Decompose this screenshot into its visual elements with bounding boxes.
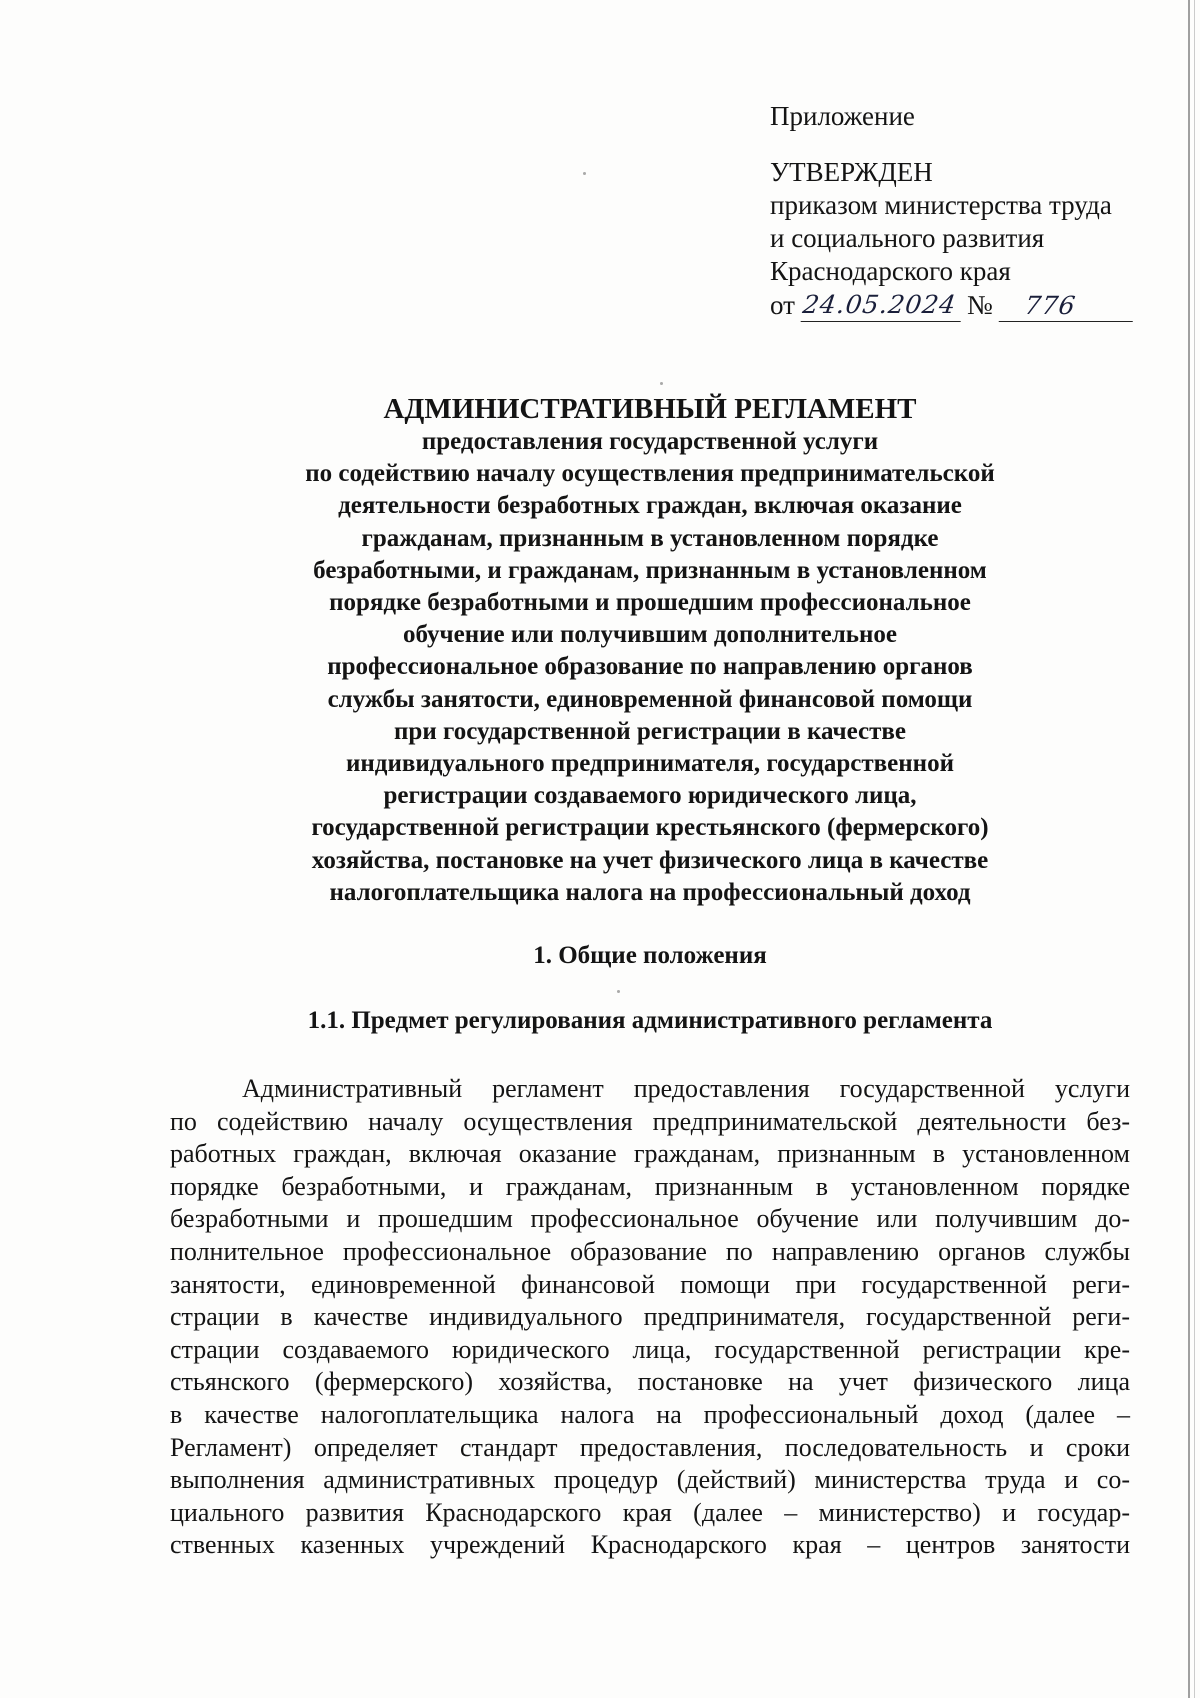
title-line: безработными, и гражданам, признанным в установленном bbox=[313, 556, 987, 584]
body-line: циального развития Краснодарского края (далее – министерство) и государ- bbox=[170, 1497, 1130, 1527]
document-title-block bbox=[175, 392, 1125, 909]
title-line: налогоплательщика налога на профессиональный доход bbox=[329, 878, 971, 906]
title-line: порядке безработными и прошедшим профессиональное bbox=[329, 589, 971, 617]
title-line: обучение или получившим дополнительное bbox=[402, 621, 898, 649]
title-line: предоставления государственной услуги bbox=[421, 428, 879, 455]
title-line: хозяйства, постановке на учет физического лица в качестве bbox=[311, 846, 989, 874]
body-line: страции создаваемого юридического лица, государственной регистрации кре- bbox=[170, 1334, 1130, 1364]
body-line: в качестве налогоплательщика налога на профессиональный доход (далее – bbox=[170, 1399, 1130, 1429]
body-line: полнительное профессиональное образование по направлению органов службы bbox=[170, 1236, 1130, 1266]
title-line: деятельности безработных граждан, включая оказание bbox=[338, 492, 962, 520]
annex-label: Приложение bbox=[770, 101, 915, 131]
subsection-heading-1-1: 1.1. Предмет регулирования административного регламента bbox=[307, 1007, 993, 1034]
title-line: индивидуального предпринимателя, государственной bbox=[346, 750, 954, 778]
scan-speck bbox=[583, 172, 586, 175]
title-line: по содействию началу осуществления предпринимательской bbox=[305, 460, 995, 488]
approval-block bbox=[770, 100, 1170, 322]
body-line: порядке безработными, и гражданам, признанным в установленном порядке bbox=[170, 1171, 1130, 1201]
document-title: АДМИНИСТРАТИВНЫЙ РЕГЛАМЕНТ bbox=[383, 393, 917, 425]
body-line: Регламент) определяет стандарт предоставления, последовательность и сроки bbox=[170, 1432, 1130, 1462]
body-line: выполнения административных процедур (действий) министерства труда и со- bbox=[170, 1465, 1130, 1495]
approval-line-2: и социального развития bbox=[770, 223, 1045, 253]
scan-edge-line-secondary bbox=[1194, 0, 1195, 1698]
approved-label: УТВЕРЖДЕН bbox=[770, 157, 933, 187]
body-line: стьянского (фермерского) хозяйства, постановке на учет физического лица bbox=[170, 1367, 1130, 1397]
order-number-handwritten: 776 bbox=[998, 289, 1137, 322]
body-line: страции в качестве индивидуального предпринимателя, государственной реги- bbox=[170, 1302, 1130, 1332]
approval-line-3: Краснодарского края bbox=[770, 256, 1011, 286]
title-line: государственной регистрации крестьянского (фермерского) bbox=[311, 814, 989, 842]
section-heading-1: 1. Общие положения bbox=[533, 942, 767, 969]
scan-speck bbox=[660, 382, 663, 385]
scan-speck bbox=[617, 990, 620, 993]
approval-line-1: приказом министерства труда bbox=[770, 190, 1112, 220]
body-line: Административный регламент предоставления государственной услуги bbox=[242, 1074, 1130, 1103]
body-line: ственных казенных учреждений Краснодарского края – центров занятости bbox=[170, 1530, 1130, 1560]
title-line: службы занятости, единовременной финансовой помощи bbox=[327, 685, 973, 713]
title-line: гражданам, признанным в установленном порядке bbox=[361, 524, 939, 552]
body-line: по содействию началу осуществления предпринимательской деятельности без- bbox=[170, 1106, 1130, 1136]
body-line: безработными и прошедшим профессиональное обучение или получившим до- bbox=[170, 1204, 1130, 1234]
body-line: работных граждан, включая оказание гражданам, признанным в установленном bbox=[170, 1139, 1130, 1169]
title-line: регистрации создаваемого юридического лица, bbox=[383, 782, 917, 810]
title-line: профессиональное образование по направлению органов bbox=[327, 653, 973, 681]
order-date-handwritten: 24.05.2024 bbox=[801, 288, 966, 322]
date-prefix: от bbox=[770, 290, 795, 320]
order-date-number-line bbox=[770, 288, 1135, 322]
number-sign: № bbox=[966, 290, 993, 320]
body-paragraph bbox=[170, 1073, 1130, 1562]
body-line: занятости, единовременной финансовой помощи при государственной реги- bbox=[170, 1269, 1130, 1299]
title-line: при государственной регистрации в качестве bbox=[394, 717, 906, 745]
scan-edge-line bbox=[1188, 0, 1190, 1698]
